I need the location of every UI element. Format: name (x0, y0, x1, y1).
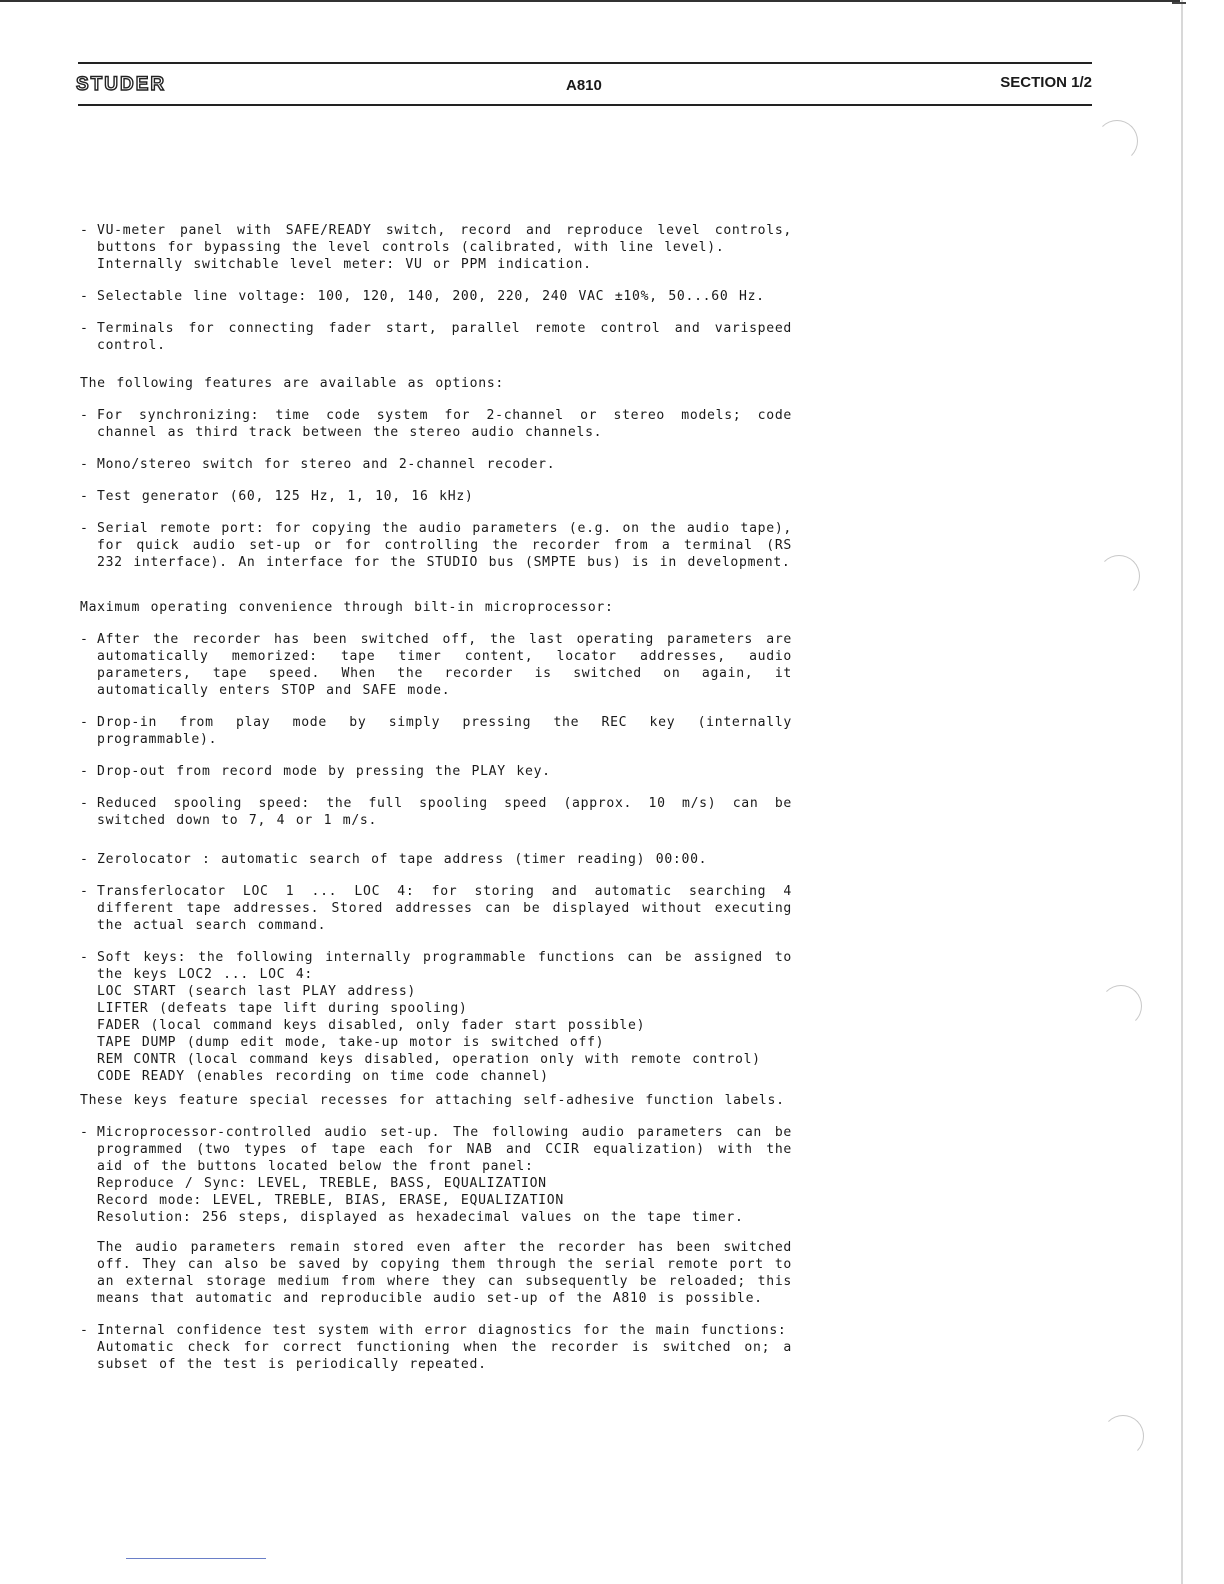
list-item (80, 631, 792, 699)
item-text: FADER (local command keys disabled, only fader start possible) (97, 1018, 646, 1033)
item-text: After the recorder has been switched off, the last operating parameters are automatically memorized: tape timer content, locator addresses, audio parameters, tape speed. When the recorder is switched on again, it automatically enters STOP and SAFE mode. (97, 632, 792, 698)
list-item (80, 320, 792, 354)
item-text: Serial remote port: for copying the audio parameters (e.g. on the audio tape), for quick audio set-up or for controlling the recorder from a terminal (RS 232 interface). An interface for the STUDIO bus (SMPTE bus) is in development. (97, 521, 792, 570)
model-title: A810 (566, 77, 602, 94)
list-item (80, 949, 792, 1085)
bullet-dash: - (80, 950, 89, 965)
bullet-dash: - (80, 289, 89, 304)
paragraph-text: These keys feature special recesses for attaching self-adhesive function labels. (80, 1093, 785, 1108)
bullet-dash: - (80, 1323, 89, 1338)
paragraph-text: The audio parameters remain stored even after the recorder has been switched off. They can also be saved by copying them through the serial remote port to an external storage medium from where they can subsequently be reloaded; this means that automatic and reproducible audio set-up of the A810 is possible. (97, 1240, 792, 1306)
item-text: TAPE DUMP (dump edit mode, take-up motor is switched off) (97, 1035, 605, 1050)
list-item (80, 488, 792, 505)
item-text: Internally switchable level meter: VU or PPM indication. (97, 257, 592, 272)
list-item (80, 1124, 792, 1226)
bullet-dash: - (80, 632, 89, 647)
item-text: Resolution: 256 steps, displayed as hexadecimal values on the tape timer. (97, 1210, 744, 1225)
punch-hole-mark (1100, 985, 1142, 1027)
item-text: Selectable line voltage: 100, 120, 140, 200, 220, 240 VAC ±10%, 50...60 Hz. (97, 289, 765, 304)
bullet-dash: - (80, 1125, 89, 1140)
item-text: CODE READY (enables recording on time code channel) (97, 1069, 549, 1084)
header-rule-bottom (78, 104, 1092, 106)
bullet-dash: - (80, 321, 89, 336)
bullet-dash: - (80, 715, 89, 730)
paragraph (80, 599, 792, 616)
punch-hole-mark (1096, 120, 1138, 162)
header-rule-top (78, 62, 1092, 64)
list-item (80, 763, 792, 780)
punch-hole-mark (1098, 555, 1140, 597)
item-text: Reduced spooling speed: the full spooling speed (approx. 10 m/s) can be switched down to 7, 4 or 1 m/s. (97, 796, 792, 828)
item-text: VU-meter panel with SAFE/READY switch, record and reproduce level controls, buttons for bypassing the level controls (calibrated, with line level). (97, 223, 792, 255)
item-text: Soft keys: the following internally programmable functions can be assigned to the keys LOC2 ... LOC 4: (97, 950, 792, 982)
bullet-dash: - (80, 852, 89, 867)
section-label: SECTION 1/2 (1000, 74, 1092, 91)
bullet-dash: - (80, 223, 89, 238)
item-text: Internal confidence test system with error diagnostics for the main functions: (97, 1323, 787, 1338)
item-text: REM CONTR (local command keys disabled, operation only with remote control) (97, 1052, 761, 1067)
item-text: For synchronizing: time code system for 2-channel or stereo models; code channel as third track between the stereo audio channels. (97, 408, 792, 440)
item-text: Microprocessor-controlled audio set-up. The following audio parameters can be programmed (two types of tape each for NAB and CCIR equalization) with the aid of the buttons located below the front panel: (97, 1125, 792, 1174)
paragraph-text: Maximum operating convenience through bilt-in microprocessor: (80, 600, 614, 615)
bullet-dash: - (80, 521, 89, 536)
bullet-dash: - (80, 764, 89, 779)
item-text: Transferlocator LOC 1 ... LOC 4: for storing and automatic searching 4 different tape addresses. Stored addresses can be displayed without executing the actual search command. (97, 884, 792, 933)
item-text: Automatic check for correct functioning when the recorder is switched on; a subset of the test is periodically repeated. (97, 1340, 792, 1372)
bullet-dash: - (80, 489, 89, 504)
bullet-dash: - (80, 457, 89, 472)
paragraph-text: The following features are available as options: (80, 376, 504, 391)
bullet-dash: - (80, 408, 89, 423)
brand-logo: STUDER (76, 74, 167, 95)
list-item (80, 288, 792, 305)
paragraph (80, 1092, 792, 1109)
item-text: Record mode: LEVEL, TREBLE, BIAS, ERASE, EQUALIZATION (97, 1193, 564, 1208)
scan-right-edge (1181, 0, 1183, 1584)
item-text: Test generator (60, 125 Hz, 1, 10, 16 kHz) (97, 489, 474, 504)
list-item (80, 1322, 792, 1373)
item-text: LOC START (search last PLAY address) (97, 984, 416, 999)
item-text: Drop-in from play mode by simply pressing the REC key (internally programmable). (97, 715, 792, 747)
list-item (80, 407, 792, 441)
list-item (80, 714, 792, 748)
feature-list (80, 222, 792, 1373)
item-text: LIFTER (defeats tape lift during spooling) (97, 1001, 468, 1016)
list-item (80, 222, 792, 273)
item-text: Reproduce / Sync: LEVEL, TREBLE, BASS, EQUALIZATION (97, 1176, 547, 1191)
bullet-dash: - (80, 796, 89, 811)
scan-top-edge (0, 0, 1180, 2)
list-item (80, 795, 792, 829)
item-text: Terminals for connecting fader start, parallel remote control and varispeed control. (97, 321, 792, 353)
paragraph (80, 375, 792, 392)
list-item (80, 456, 792, 473)
list-item (80, 883, 792, 934)
scan-corner-mark (1172, 2, 1186, 4)
scan-underline-mark (126, 1558, 266, 1559)
item-text: Mono/stereo switch for stereo and 2-channel recoder. (97, 457, 556, 472)
list-item (80, 851, 792, 868)
punch-hole-mark (1102, 1415, 1144, 1457)
item-text: Zerolocator : automatic search of tape address (timer reading) 00:00. (97, 852, 708, 867)
list-item (80, 520, 792, 571)
item-text: Drop-out from record mode by pressing the PLAY key. (97, 764, 551, 779)
bullet-dash: - (80, 884, 89, 899)
sub-paragraph (80, 1239, 792, 1307)
